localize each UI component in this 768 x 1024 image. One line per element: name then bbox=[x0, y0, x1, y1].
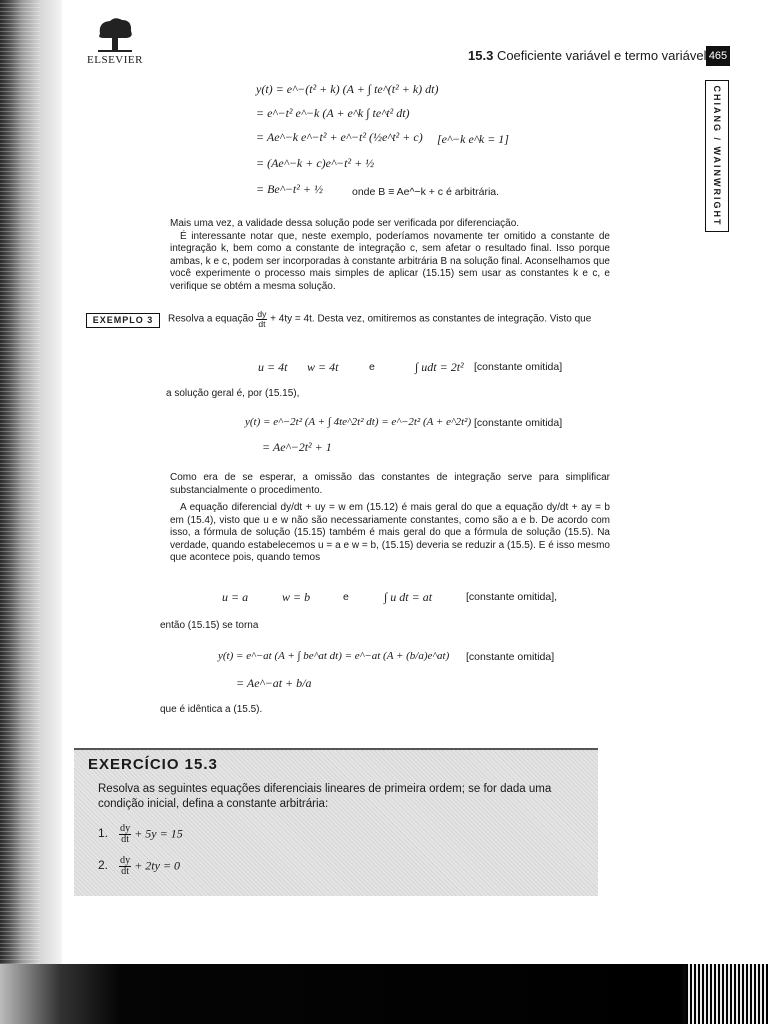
tree-logo-icon bbox=[94, 16, 136, 54]
running-header bbox=[468, 48, 706, 63]
binding-texture bbox=[0, 0, 40, 1024]
body-paragraph-1 bbox=[170, 218, 610, 293]
example-solution-line-2: = Ae^−2t² + 1 bbox=[262, 440, 332, 454]
exercise-title: EXERCÍCIO 15.3 bbox=[88, 756, 218, 773]
exercise-box bbox=[74, 748, 598, 896]
example-solution-line-1: y(t) = e^−2t² (A + ∫ 4te^2t² dt) = e^−2t² (A + e^2t²) bbox=[245, 416, 472, 428]
publisher-logo bbox=[80, 16, 150, 66]
section-title: Coeficiente variável e termo variável bbox=[496, 48, 707, 63]
subst-integral: ∫ u dt = at bbox=[384, 590, 433, 604]
general-solution-text: a solução geral é, por (15.15), bbox=[166, 388, 300, 399]
example-label: EXEMPLO 3 bbox=[86, 313, 160, 328]
exercise-instruction: Resolva as seguintes equações diferenciais lineares de primeira ordem; se for dada uma condição inicial, defina a constante arbitrária: bbox=[98, 783, 552, 810]
derivation-line-1: y(t) = e^−(t² + k) (A + ∫ te^(t² + k) dt) bbox=[256, 82, 439, 96]
exercise-item-number: 2. bbox=[98, 858, 109, 873]
body-paragraph-2 bbox=[170, 472, 610, 497]
subst-w: w = b bbox=[282, 590, 311, 604]
then-text: então (15.15) se torna bbox=[160, 620, 259, 631]
fraction-numerator: dy bbox=[120, 823, 131, 834]
publisher-name: ELSEVIER bbox=[87, 54, 143, 66]
exercise-item bbox=[98, 856, 180, 877]
derivation-line-3: = Ae^−k e^−t² + e^−t² (½e^t² + c) bbox=[256, 130, 423, 144]
section-number: 15.3 bbox=[468, 48, 494, 63]
example-solution-note: [constante omitida] bbox=[474, 417, 563, 429]
derivation-line-2: = e^−t² e^−k (A + e^k ∫ te^t² dt) bbox=[256, 106, 410, 120]
identical-text: que é idêntica a (15.5). bbox=[160, 704, 263, 715]
paragraph-omission: Como era de se esperar, a omissão das constantes de integração serve para simplificar substancialmente o procedimento. bbox=[170, 472, 610, 496]
fraction-denominator: dt bbox=[258, 318, 266, 329]
example-u: u = 4t bbox=[258, 360, 288, 374]
body-paragraph-3 bbox=[170, 502, 610, 565]
paragraph-general-equation: A equação diferencial dy/dt + uy = w em (15.12) é mais geral do que a equação dy/dt + ay = b em (15.4), visto que u e w não são necessariamente constantes, como são a e b. De acordo com isso, a fórmula de solução (15.15) também é mais geral do que a fórmula de solução (15.5). Na verdade, quando estabelecemos u = a e w = b, (15.15) deveria se reduzir a (15.5). E é isso mesmo que acontece pois, quando temos bbox=[170, 502, 610, 563]
exercise-item-equation: + 2ty = 0 bbox=[134, 858, 181, 873]
example-w: w = 4t bbox=[307, 360, 339, 374]
dy-dt-fraction bbox=[256, 310, 267, 328]
derivation-line-4: = (Ae^−k + c)e^−t² + ½ bbox=[256, 156, 375, 170]
page-number: 465 bbox=[706, 46, 730, 66]
derivation-line-5: = Be^−t² + ½ bbox=[256, 182, 323, 196]
exercise-item-number: 1. bbox=[98, 826, 109, 841]
derivation-line-5-note: onde B ≡ Ae^−k + c é arbitrária. bbox=[352, 186, 500, 198]
exercise-item-fraction bbox=[119, 824, 131, 845]
fraction-numerator: dy bbox=[257, 309, 267, 319]
example-intro bbox=[168, 310, 591, 328]
subst-and: e bbox=[343, 591, 349, 603]
example-and: e bbox=[369, 361, 375, 373]
example-intro-rest: Desta vez, omitiremos as constantes de integração. Visto que bbox=[317, 313, 592, 325]
example-intro-text: Resolva a equação bbox=[168, 313, 254, 325]
subst-note: [constante omitida], bbox=[466, 591, 558, 603]
author-names: CHIANG / WAINWRIGHT bbox=[712, 85, 722, 227]
paragraph-constants: É interessante notar que, neste exemplo, poderíamos novamente ter omitido a constante de integração k, bem como a constante de integração c, sem afetar o resultado final. Isso porque ambas, k e c, podem ser incorporadas à constante arbitrária B na solução final. Aconselhamos que você experimente o processo mais simples de aplicar (15.15) sem usar as constantes k e c, e verifique se obtém a mesma solução. bbox=[170, 230, 610, 292]
fraction-denominator: dt bbox=[121, 834, 130, 846]
exercise-item bbox=[98, 824, 183, 845]
scan-bottom-edge bbox=[0, 964, 768, 1024]
scan-barcode-edge bbox=[686, 964, 768, 1024]
fraction-numerator: dy bbox=[120, 855, 131, 866]
subst-u: u = a bbox=[222, 590, 249, 604]
reduced-solution-line-1: y(t) = e^−at (A + ∫ be^at dt) = e^−at (A + (b/a)e^at) bbox=[218, 650, 450, 662]
example-equation-rest: + 4ty = 4t. bbox=[270, 313, 315, 325]
paragraph-verification: Mais uma vez, a validade dessa solução pode ser verificada por diferenciação. bbox=[170, 218, 520, 229]
fraction-denominator: dt bbox=[121, 866, 130, 878]
example-integral: ∫ udt = 2t² bbox=[415, 360, 464, 374]
reduced-solution-note: [constante omitida] bbox=[466, 651, 555, 663]
exercise-item-equation: + 5y = 15 bbox=[134, 826, 183, 841]
side-author-tab bbox=[705, 80, 729, 232]
derivation-line-3-note: [e^−k e^k = 1] bbox=[437, 132, 509, 146]
reduced-solution-line-2: = Ae^−at + b/a bbox=[236, 676, 312, 690]
exercise-item-fraction bbox=[119, 856, 131, 877]
example-omitted-note: [constante omitida] bbox=[474, 361, 563, 373]
